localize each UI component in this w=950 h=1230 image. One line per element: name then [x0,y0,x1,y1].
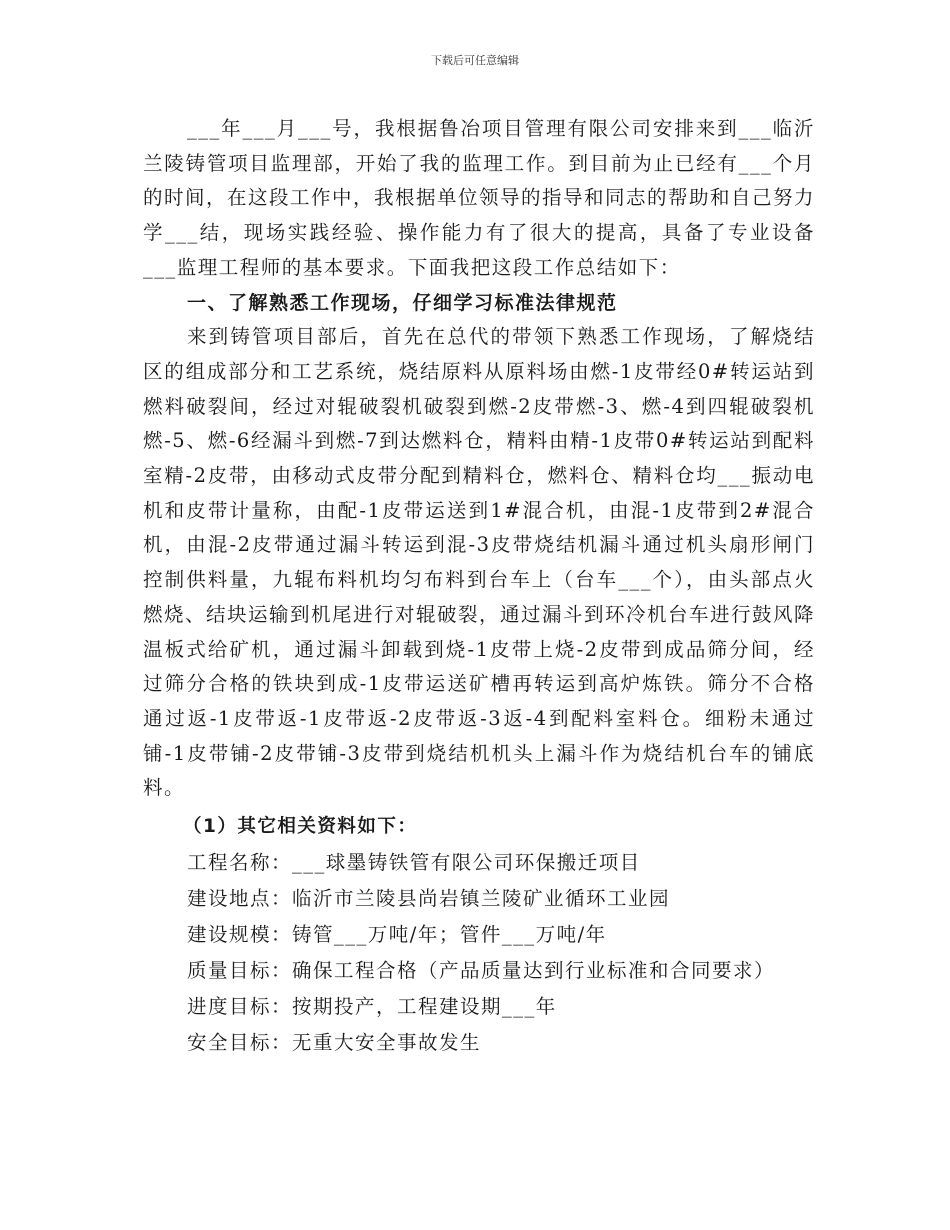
section-1-heading: 一、了解熟悉工作现场，仔细学习标准法律规范 [187,291,618,314]
document-body [143,112,815,1061]
info-quality-target: 质量目标：确保工程合格（产品质量达到行业标准和合同要求） [187,958,776,982]
section-1-paragraph: 来到铸管项目部后，首先在总代的带领下熟悉工作现场，了解烧结区的组成部分和工艺系统，烧结原料从原料场由燃-1皮带经0#转运站到燃料破裂间，经过对辊破裂机破裂到燃-2皮带燃-3、燃-4到四辊破裂机燃-5、燃-6经漏斗到燃-7到达燃料仓，精料由精-1皮带0#转运站到配料室精-2皮带，由移动式皮带分配到精料仓，燃料仓、精料仓均___振动电机和皮带计量称，由配-1皮带运送到1#混合机，由混-1皮带到2#混合机，由混-2皮带通过漏斗转运到混-3皮带烧结机漏斗通过机头扇形闸门控制供料量，九辊布料机均匀布料到台车上（台车___个），由头部点火燃烧、结块运输到机尾进行对辊破裂，通过漏斗到环冷机台车进行鼓风降温板式给矿机，通过漏斗卸载到烧-1皮带上烧-2皮带到成品筛分间，经过筛分合格的铁块到成-1皮带运送矿槽再转运到高炉炼铁。筛分不合格通过返-1皮带返-1皮带返-2皮带返-3返-4到配料室料仓。细粉未通过铺-1皮带铺-2皮带铺-3皮带到烧结机机头上漏斗作为烧结机台车的铺底料。 [143,325,816,800]
info-location: 建设地点：临沂市兰陵县尚岩镇兰陵矿业循环工业园 [187,886,671,910]
info-safety-target: 安全目标：无重大安全事故发生 [187,1030,482,1054]
page-header: 下载后可任意编辑 [431,54,519,67]
intro-paragraph: ___年___月___号，我根据鲁冶项目管理有限公司安排来到___临沂兰陵铸管项目监理部，开始了我的监理工作。到目前为止已经有___个月的时间，在这段工作中，我根据单位领导的指导和同志的帮助和自己努力学___结，现场实践经验、操作能力有了很大的提高，具备了专业设备___监理工程师的基本要求。下面我把这段工作总结如下： [143,117,816,279]
subsection-heading: （1）其它相关资料如下： [183,816,418,838]
info-project-name: 工程名称：___球墨铸铁管有限公司环保搬迁项目 [187,850,641,874]
info-schedule-target: 进度目标：按期投产，工程建设期___年 [187,994,557,1018]
info-scale: 建设规模：铸管___万吨/年；管件___万吨/年 [187,922,607,946]
